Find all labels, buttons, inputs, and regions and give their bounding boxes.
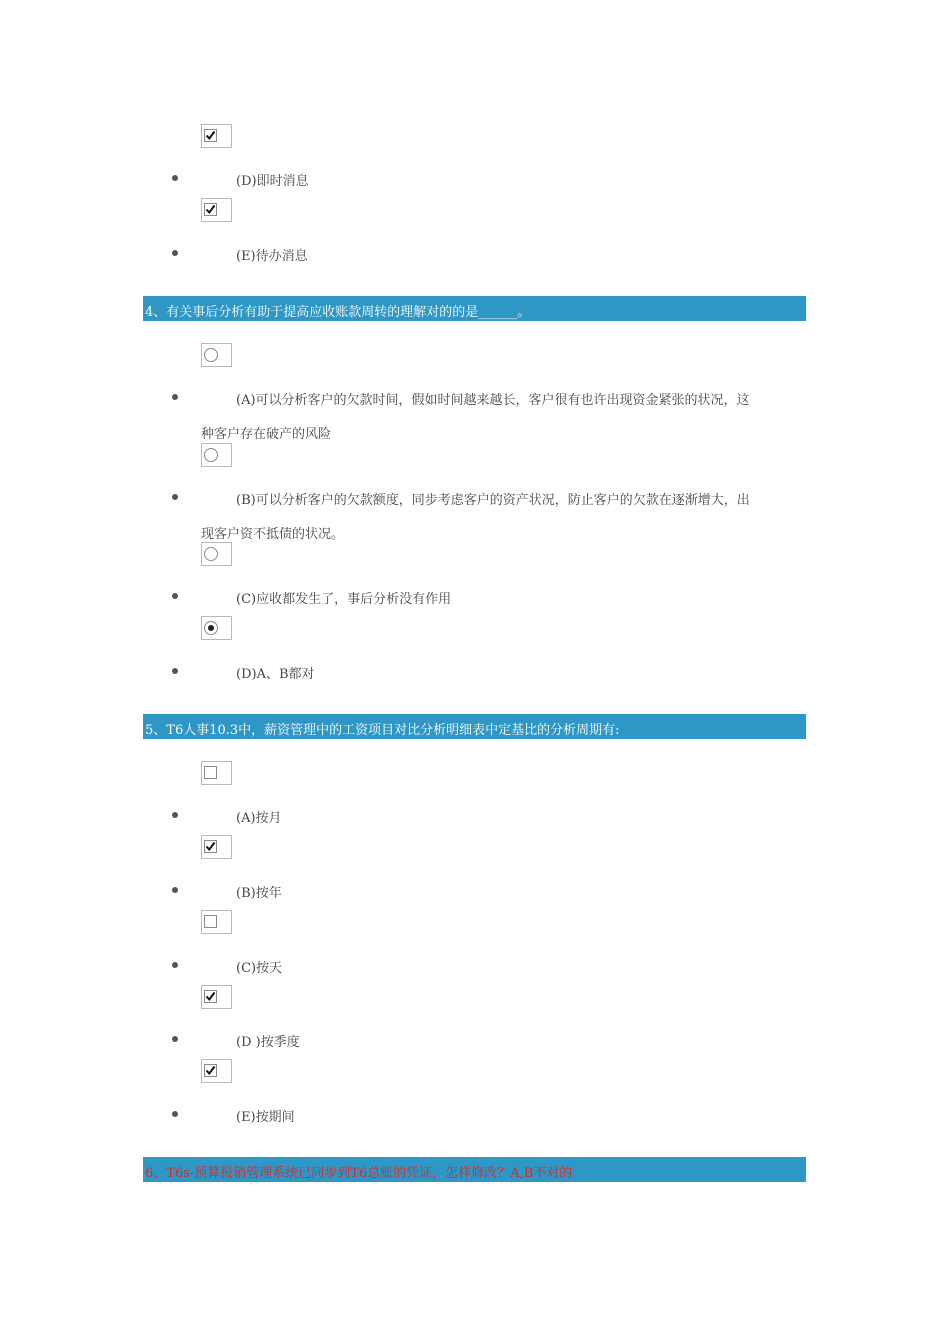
radio-selected-icon	[204, 621, 218, 635]
option-label-q4-a: (A)可以分析客户的欠款时间，假如时间越来越长，客户很有也许出现资金紧张的状况，这	[236, 393, 750, 408]
question-header-q4	[143, 296, 806, 321]
option-checkbox-q5-e[interactable]	[201, 1059, 232, 1083]
option-label-q5-b: (B)按年	[236, 886, 282, 901]
bullet-icon	[172, 1036, 178, 1042]
option-radio-q4-c[interactable]	[201, 542, 232, 566]
bullet-icon	[172, 394, 178, 400]
checkbox-unchecked-icon	[204, 766, 217, 779]
option-checkbox-q5-c[interactable]	[201, 910, 232, 934]
option-checkbox-q5-d[interactable]	[201, 985, 232, 1009]
question-title-q4: 4、有关事后分析有助于提高应收账款周转的理解对的的是______。	[145, 305, 531, 320]
bullet-icon	[172, 962, 178, 968]
option-label-q4-b: (B)可以分析客户的欠款额度，同步考虑客户的资产状况，防止客户的欠款在逐渐增大，出	[236, 493, 750, 508]
option-checkbox-q5-a[interactable]	[201, 761, 232, 785]
option-label-q5-e: (E)按期间	[236, 1110, 295, 1125]
radio-unselected-icon	[204, 348, 218, 362]
question-title-q6: 6、T6s-预算报销管理系统已同步到T6总账的凭证，怎样修改？A,B不对的	[145, 1166, 573, 1181]
bullet-icon	[172, 250, 178, 256]
option-radio-q4-d[interactable]	[201, 616, 232, 640]
question-header-q5	[143, 714, 806, 739]
option-label-q4-b-cont: 现客户资不抵债的状况。	[201, 527, 345, 542]
question-header-q6	[143, 1157, 806, 1182]
checkbox-checked-icon	[204, 840, 217, 853]
option-label-q3-d: (D)即时消息	[236, 174, 309, 189]
bullet-icon	[172, 887, 178, 893]
option-label-q4-d: (D)A、B都对	[236, 667, 315, 682]
bullet-icon	[172, 593, 178, 599]
checkbox-checked-icon	[204, 203, 217, 216]
bullet-icon	[172, 494, 178, 500]
option-checkbox-q3-e[interactable]	[201, 198, 232, 222]
checkbox-unchecked-icon	[204, 915, 217, 928]
option-label-q5-d: (D )按季度	[236, 1035, 300, 1050]
option-radio-q4-a[interactable]	[201, 343, 232, 367]
checkbox-checked-icon	[204, 990, 217, 1003]
bullet-icon	[172, 175, 178, 181]
bullet-icon	[172, 668, 178, 674]
option-radio-q4-b[interactable]	[201, 443, 232, 467]
checkbox-checked-icon	[204, 129, 217, 142]
radio-unselected-icon	[204, 448, 218, 462]
option-label-q5-c: (C)按天	[236, 961, 283, 976]
option-checkbox-q3-d[interactable]	[201, 124, 232, 148]
option-label-q5-a: (A)按月	[236, 811, 282, 826]
bullet-icon	[172, 812, 178, 818]
question-title-q5: 5、T6人事10.3中，薪资管理中的工资项目对比分析明细表中定基比的分析周期有:	[145, 723, 620, 738]
radio-unselected-icon	[204, 547, 218, 561]
checkbox-checked-icon	[204, 1064, 217, 1077]
option-checkbox-q5-b[interactable]	[201, 835, 232, 859]
option-label-q4-c: (C)应收都发生了，事后分析没有作用	[236, 592, 452, 607]
option-label-q4-a-cont: 种客户存在破产的风险	[201, 427, 332, 442]
option-label-q3-e: (E)待办消息	[236, 249, 308, 264]
bullet-icon	[172, 1111, 178, 1117]
